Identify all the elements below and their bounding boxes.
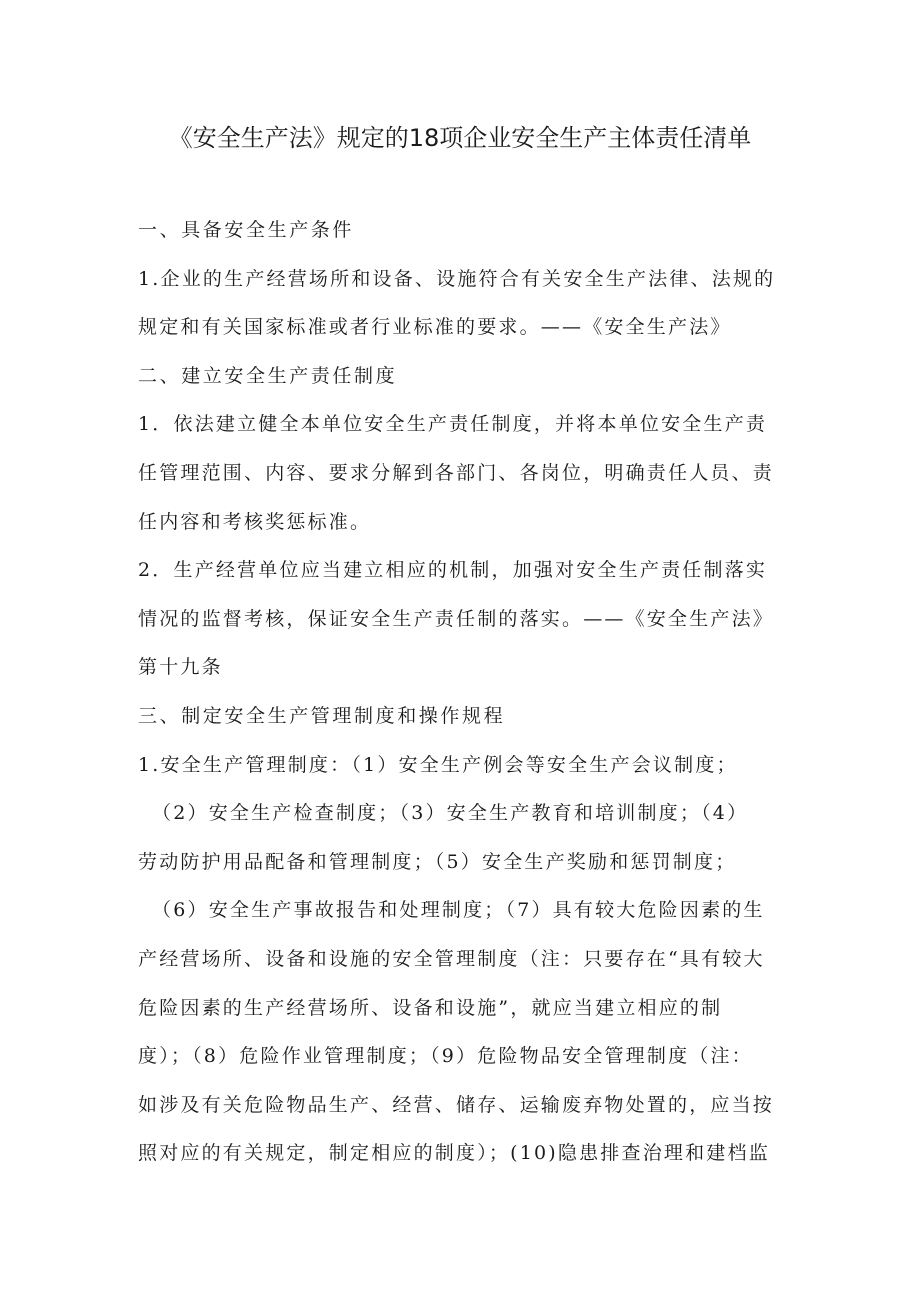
paragraph-line: 第十九条 [138,656,223,679]
paragraph-line: 照对应的有关规定，制定相应的制度）；(10)隐患排查治理和建档监 [138,1142,770,1165]
section-heading-2: 二、建立安全生产责任制度 [138,364,398,387]
document-body [138,210,788,1182]
paragraph-line: 劳动防护用品配备和管理制度；（5）安全生产奖励和惩罚制度； [138,850,737,873]
paragraph-line: 任内容和考核奖惩标准。 [138,510,372,533]
paragraph-line: 情况的监督考核，保证安全生产责任制的落实。——《安全生产法》 [138,607,775,630]
paragraph-line: 规定和有关国家标准或者行业标准的要求。——《安全生产法》 [138,316,732,339]
paragraph-line: 危险因素的生产经营场所、设备和设施”，就应当建立相应的制 [138,996,723,1019]
paragraph-line: 2．生产经营单位应当建立相应的机制，加强对安全生产责任制落实 [138,559,768,582]
paragraph-line: （6）安全生产事故报告和处理制度；（7）具有较大危险因素的生 [152,899,765,922]
section-heading-1: 一、具备安全生产条件 [138,219,355,241]
paragraph-line: 如涉及有关危险物品生产、经营、储存、运输废弃物处置的，应当按 [138,1093,775,1116]
paragraph-line: （2）安全生产检查制度；（3）安全生产教育和培训制度；（4） [152,802,749,825]
paragraph-line: 度）；（8）危险作业管理制度；（9）危险物品安全管理制度（注： [138,1045,753,1068]
paragraph-line: 1．依法建立健全本单位安全生产责任制度，并将本单位安全生产责 [138,413,768,436]
section-heading-3: 三、制定安全生产管理制度和操作规程 [138,704,506,727]
paragraph-line: 1.企业的生产经营场所和设备、设施符合有关安全生产法律、法规的 [138,267,776,290]
paragraph-line: 任管理范围、内容、要求分解到各部门、各岗位，明确责任人员、责 [138,461,775,484]
paragraph-line: 1.安全生产管理制度：（1）安全生产例会等安全生产会议制度； [138,753,738,776]
paragraph-line: 产经营场所、设备和设施的安全管理制度（注：只要存在“具有较大 [138,947,765,970]
page-title: 《安全生产法》规定的18项企业安全生产主体责任清单 [168,124,752,152]
